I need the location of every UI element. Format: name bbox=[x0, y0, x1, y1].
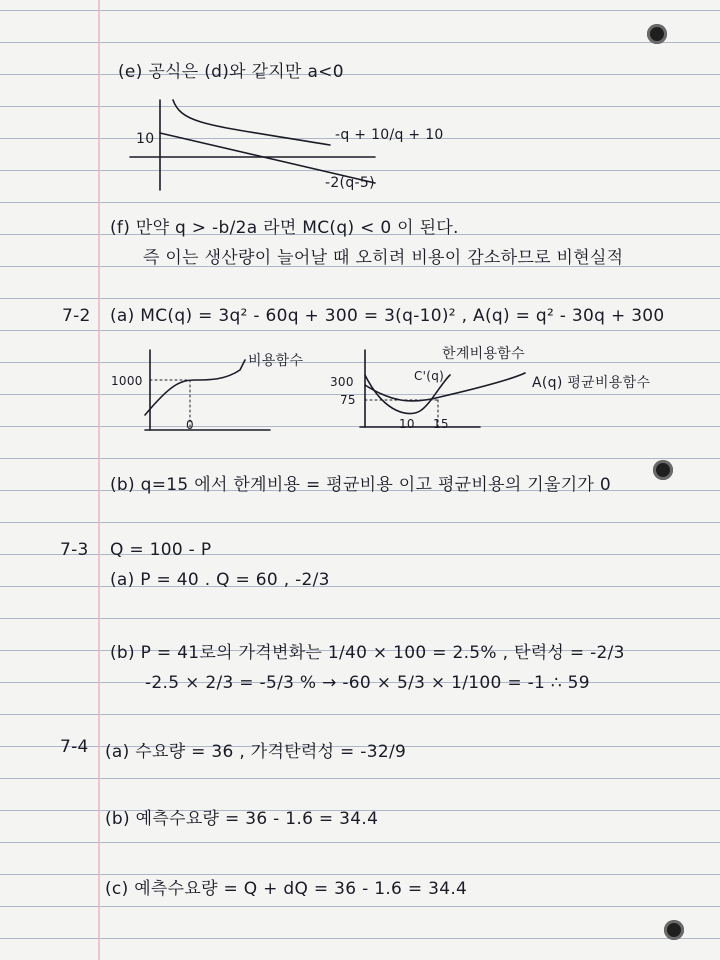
f-line1: (f) 만약 q > -b/2a 라면 MC(q) < 0 이 된다. bbox=[110, 218, 459, 238]
p7-4-c: (c) 예측수요량 = Q + dQ = 36 - 1.6 = 34.4 bbox=[105, 879, 468, 899]
e-y-label: 10 bbox=[136, 131, 155, 147]
p7-3-b2: -2.5 × 2/3 = -5/3 % → -60 × 5/3 × 1/100 = -1 ∴ 59 bbox=[145, 673, 590, 693]
problem-7-3-number: 7-3 bbox=[60, 540, 89, 560]
g2-x-15: 15 bbox=[433, 417, 449, 431]
g1-x-label: 0 bbox=[186, 418, 194, 432]
e-curve bbox=[173, 100, 330, 145]
problem-7-2-number: 7-2 bbox=[62, 306, 91, 326]
p7-4-b: (b) 예측수요량 = 36 - 1.6 = 34.4 bbox=[105, 809, 379, 829]
g2-mc-label: 한계비용함수 bbox=[442, 346, 525, 362]
p7-2-a: (a) MC(q) = 3q² - 60q + 300 = 3(q-10)² , A(q) = q² - 30q + 300 bbox=[110, 306, 665, 326]
binder-hole-middle bbox=[653, 460, 673, 480]
g2-ac-label: A(q) 평균비용함수 bbox=[532, 375, 651, 391]
g2-y-75: 75 bbox=[340, 393, 356, 407]
g2-y-300: 300 bbox=[330, 375, 354, 389]
p7-3-a: (a) P = 40 . Q = 60 , -2/3 bbox=[110, 570, 330, 590]
binder-hole-top bbox=[647, 24, 667, 44]
g1-cost-curve bbox=[145, 360, 245, 415]
e-line-label: -2(q-5) bbox=[325, 175, 375, 191]
margin-line bbox=[98, 0, 100, 960]
p7-2-b: (b) q=15 에서 한계비용 = 평균비용 이고 평균비용의 기울기가 0 bbox=[110, 475, 611, 495]
g1-curve-label: 비용함수 bbox=[248, 353, 304, 369]
g1-y-label: 1000 bbox=[111, 374, 143, 388]
g2-ac-curve bbox=[365, 373, 525, 401]
g2-x-10: 10 bbox=[399, 417, 415, 431]
p7-3-equation: Q = 100 - P bbox=[110, 540, 212, 560]
f-line2: 즉 이는 생산량이 늘어날 때 오히려 비용이 감소하므로 비현실적 bbox=[143, 248, 624, 268]
e-heading: (e) 공식은 (d)와 같지만 a<0 bbox=[118, 62, 344, 82]
problem-7-4-number: 7-4 bbox=[60, 737, 89, 757]
p7-3-b1: (b) P = 41로의 가격변화는 1/40 × 100 = 2.5% , 탄력성 = -2/3 bbox=[110, 643, 625, 663]
binder-hole-bottom bbox=[664, 920, 684, 940]
p7-4-a: (a) 수요량 = 36 , 가격탄력성 = -32/9 bbox=[105, 742, 407, 762]
g2-mc-symbol: C'(q) bbox=[414, 369, 445, 383]
e-curve-label: -q + 10/q + 10 bbox=[335, 127, 444, 143]
